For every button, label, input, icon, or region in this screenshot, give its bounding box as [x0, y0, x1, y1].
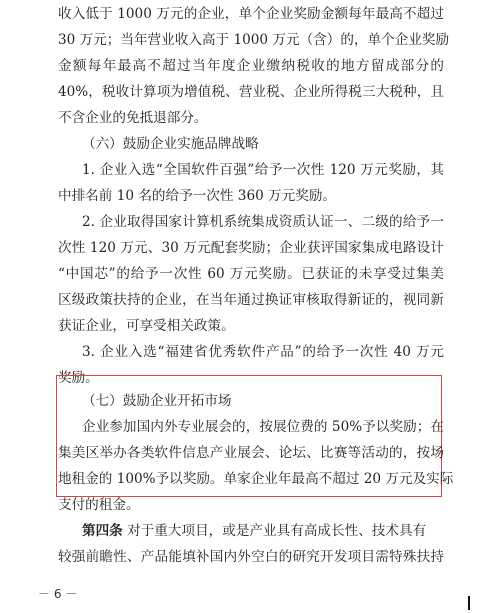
paragraph-line: 企业参加国内外专业展会的，按展位费的 50%予以奖励；在 — [82, 419, 444, 435]
corner-mark — [468, 596, 470, 610]
paragraph-line: 区级政策扶持的企业，在当年通过换证审核取得新证的，视同新 — [58, 292, 444, 308]
paragraph-line: 中排名前 10 名的给予一次性 360 万元奖励。 — [58, 188, 337, 204]
article-text: 对于重大项目，或是产业具有高成长性、技术具有 — [127, 523, 427, 539]
paragraph-line: 奖励。 — [58, 370, 99, 386]
paragraph-line: 不含企业的免抵退部分。 — [58, 110, 208, 126]
page-number: － 6 － — [38, 587, 78, 601]
section-heading: （六）鼓励企业实施品牌战略 — [82, 136, 259, 152]
paragraph-line: 地租金的 100%予以奖励。单家企业年最高不超过 20 万元及实际 — [58, 471, 454, 487]
article-number: 第四条 — [82, 523, 123, 539]
paragraph-line: 金额每年最高不超过当年度企业缴纳税收的地方留成部分的 — [58, 58, 444, 74]
paragraph-line: 支付的租金。 — [58, 497, 140, 513]
paragraph-line: 30 万元；当年营业收入高于 1000 万元（含）的，单个企业奖励 — [58, 32, 450, 48]
paragraph-line: 1. 企业入选“全国软件百强”给予一次性 120 万元奖励，其 — [82, 162, 444, 178]
paragraph-line: 获证企业，可享受相关政策。 — [58, 318, 235, 334]
paragraph-line: “中国芯”的给予一次性 60 万元奖励。已获证的未享受过集美 — [58, 266, 444, 282]
paragraph-line: 较强前瞻性、产品能填补国内外空白的研究开发项目需特殊扶持 — [58, 549, 444, 565]
article-line — [82, 521, 444, 541]
paragraph-line: 40%，税收计算项为增值税、营业税、企业所得税三大税种，且 — [58, 84, 444, 100]
paragraph-line: 2. 企业取得国家计算机系统集成资质认证一、二级的给予一 — [82, 214, 444, 230]
paragraph-line: 收入低于 1000 万元的企业，单个企业奖励金额每年最高不超过 — [58, 6, 444, 22]
paragraph-line: 集美区举办各类软件信息产业展会、论坛、比赛等活动的，按场 — [58, 445, 444, 461]
section-heading: （七）鼓励企业开拓市场 — [82, 393, 232, 409]
paragraph-line: 次性 120 万元、30 万元配套奖励；企业获评国家集成电路设计 — [58, 240, 444, 256]
paragraph-line: 3. 企业入选“福建省优秀软件产品”的给予一次性 40 万元 — [82, 344, 444, 360]
